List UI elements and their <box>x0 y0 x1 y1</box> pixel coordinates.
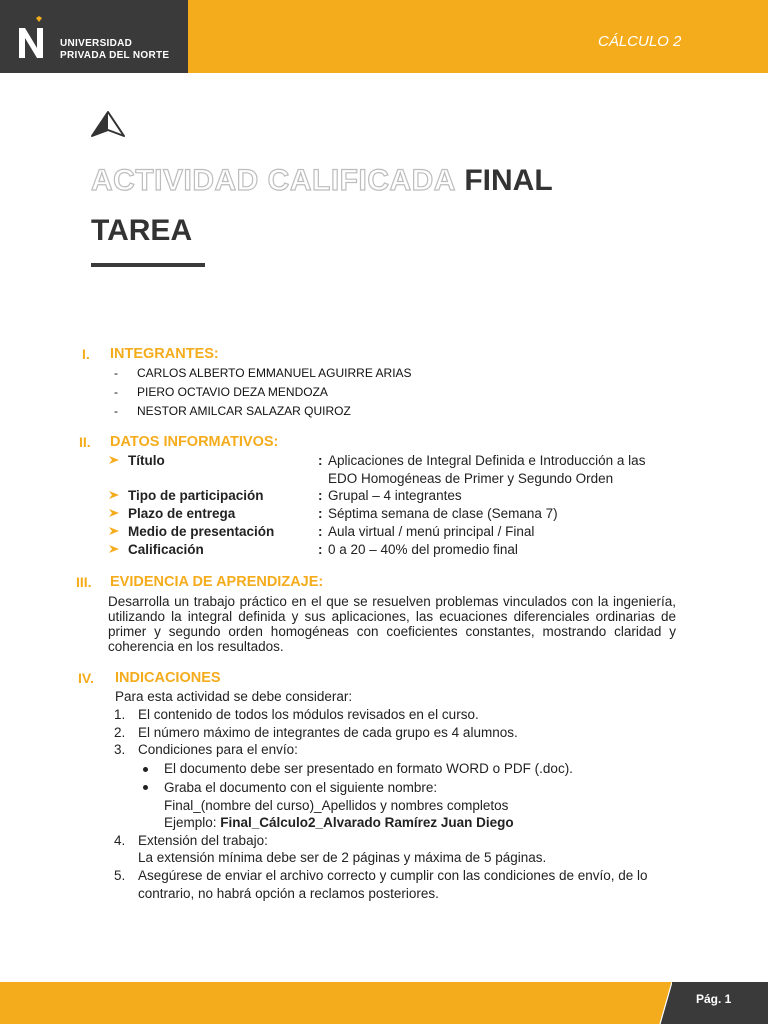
list-number: 1. <box>114 707 126 722</box>
member-item: - PIERO OCTAVIO DEZA MENDOZA <box>114 385 328 399</box>
info-value: Aula virtual / menú principal / Final <box>328 524 535 539</box>
arrowhead-bullet-icon <box>108 489 120 501</box>
member-name: CARLOS ALBERTO EMMANUEL AGUIRRE ARIAS <box>137 366 412 380</box>
section-4-title: INDICACIONES <box>115 670 221 686</box>
info-value: Séptima semana de clase (Semana 7) <box>328 506 558 521</box>
member-name: PIERO OCTAVIO DEZA MENDOZA <box>137 385 328 399</box>
sub-list-item-cont: Final_(nombre del curso)_Apellidos y nombres completos <box>164 798 509 813</box>
sub-list-item: El documento debe ser presentado en formato WORD o PDF (.doc). <box>164 761 573 776</box>
list-item: El contenido de todos los módulos revisados en el curso. <box>138 707 479 722</box>
arrowhead-bullet-icon <box>108 525 120 537</box>
list-item-cont: La extensión mínima debe ser de 2 páginas y máxima de 5 páginas. <box>138 850 547 865</box>
course-name: CÁLCULO 2 <box>598 33 682 50</box>
list-number: 5. <box>114 868 126 883</box>
info-colon: : <box>318 524 323 539</box>
info-label: Plazo de entrega <box>128 506 236 521</box>
section-3-title: EVIDENCIA DE APRENDIZAJE: <box>110 574 324 590</box>
section-1-number: I. <box>82 346 90 362</box>
info-label: Tipo de participación <box>128 488 264 503</box>
title-outline-text: ACTIVIDAD CALIFICADA <box>91 164 456 197</box>
member-name: NESTOR AMILCAR SALAZAR QUIROZ <box>137 404 351 418</box>
info-colon: : <box>318 453 323 468</box>
logo-line1: UNIVERSIDAD <box>60 38 133 49</box>
list-item: Extensión del trabajo: <box>138 833 268 848</box>
list-number: 3. <box>114 742 126 757</box>
example-line <box>164 815 514 830</box>
info-colon: : <box>318 488 323 503</box>
info-colon: : <box>318 542 323 557</box>
list-number: 2. <box>114 725 126 740</box>
info-value: 0 a 20 – 40% del promedio final <box>328 542 518 557</box>
info-value: EDO Homogéneas de Primer y Segundo Orden <box>328 471 614 486</box>
member-item: - NESTOR AMILCAR SALAZAR QUIROZ <box>114 404 351 418</box>
example-filename: Final_Cálculo2_Alvarado Ramírez Juan Diego <box>220 815 514 830</box>
bullet-dot <box>143 785 148 790</box>
list-item-cont: contrario, no habrá opción a reclamos posteriores. <box>138 886 439 901</box>
evidence-paragraph: Desarrolla un trabajo práctico en el que se resuelven problemas vinculados con la ingeniería, utilizando la integral definida y sus aplicaciones, las ecuaciones diferenciales ordinarias de primer y segundo orden homogéneas con coeficientes constantes, mostrando claridad y coherencia en los resultados. <box>108 594 676 654</box>
info-label: Medio de presentación <box>128 524 275 539</box>
list-item: Condiciones para el envío: <box>138 742 298 757</box>
list-item: Asegúrese de enviar el archivo correcto y cumplir con las condiciones de envío, de lo <box>138 868 648 883</box>
arrowhead-bullet-icon <box>108 507 120 519</box>
upn-n-logo-icon <box>17 16 49 60</box>
title-underline <box>91 263 205 267</box>
section-1-title: INTEGRANTES: <box>110 346 219 362</box>
instructions-intro: Para esta actividad se debe considerar: <box>115 689 353 704</box>
section-4-number: IV. <box>78 670 94 686</box>
section-3-number: III. <box>76 574 92 590</box>
info-value: Aplicaciones de Integral Definida e Introducción a las <box>328 453 646 468</box>
navigation-arrow-icon <box>90 110 126 140</box>
document-title <box>91 164 553 198</box>
list-item: El número máximo de integrantes de cada grupo es 4 alumnos. <box>138 725 518 740</box>
arrowhead-bullet-icon <box>108 454 120 466</box>
bullet-dot <box>143 767 148 772</box>
info-value: Grupal – 4 integrantes <box>328 488 462 503</box>
arrowhead-bullet-icon <box>108 543 120 555</box>
info-label: Calificación <box>128 542 204 557</box>
logo-text <box>60 38 169 62</box>
university-logo <box>0 0 188 73</box>
example-prefix: Ejemplo: <box>164 815 221 830</box>
section-2-number: II. <box>79 434 91 450</box>
member-item: - CARLOS ALBERTO EMMANUEL AGUIRRE ARIAS <box>114 366 412 380</box>
info-label: Título <box>128 453 165 468</box>
title-final-text: FINAL <box>464 164 553 197</box>
sub-list-item: Graba el documento con el siguiente nombre: <box>164 780 438 795</box>
section-2-title: DATOS INFORMATIVOS: <box>110 434 279 450</box>
page-number: Pág. 1 <box>696 992 732 1006</box>
document-subtitle: TAREA <box>91 214 193 247</box>
logo-line2: PRIVADA DEL NORTE <box>60 50 170 61</box>
list-number: 4. <box>114 833 126 848</box>
info-colon: : <box>318 506 323 521</box>
